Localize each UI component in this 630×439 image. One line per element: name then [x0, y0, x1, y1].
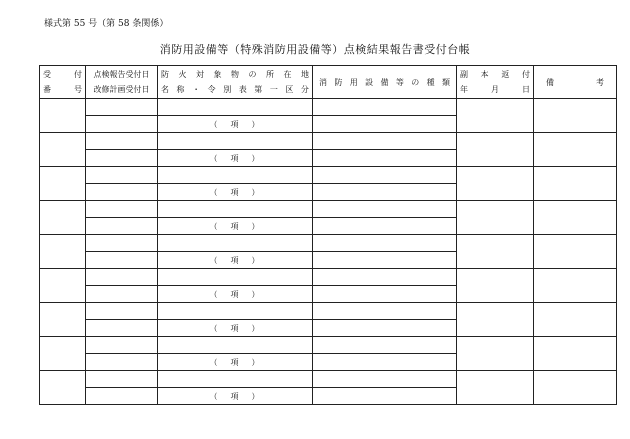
- header-repair-plan-date: 改修計画受付日: [93, 85, 150, 94]
- receipt-number-cell[interactable]: [40, 167, 86, 201]
- equipment-type-cell[interactable]: [313, 167, 457, 184]
- inspection-report-date-cell[interactable]: [86, 303, 158, 320]
- table-row: [40, 337, 617, 354]
- remarks-cell[interactable]: [534, 303, 617, 337]
- item-label: 項: [230, 153, 240, 163]
- equipment-type-cell-lower[interactable]: [313, 388, 457, 405]
- inspection-report-date-cell[interactable]: [86, 371, 158, 388]
- header-property: [158, 66, 313, 99]
- item-close-paren: ）: [251, 255, 261, 265]
- header-copy-return-date: [457, 66, 534, 99]
- property-location-cell[interactable]: [158, 167, 313, 184]
- equipment-type-cell[interactable]: [313, 269, 457, 286]
- repair-plan-date-cell[interactable]: [86, 320, 158, 337]
- remarks-cell[interactable]: [534, 371, 617, 405]
- remarks-cell[interactable]: [534, 235, 617, 269]
- table-row: [40, 201, 617, 218]
- property-location-cell[interactable]: [158, 133, 313, 150]
- equipment-type-cell-lower[interactable]: [313, 252, 457, 269]
- header-year-month-day: 年 月 日: [460, 85, 530, 94]
- item-open-paren: （: [209, 255, 219, 265]
- item-label: 項: [230, 221, 240, 231]
- remarks-cell[interactable]: [534, 337, 617, 371]
- repair-plan-date-cell[interactable]: [86, 184, 158, 201]
- equipment-type-cell-lower[interactable]: [313, 320, 457, 337]
- copy-return-date-cell[interactable]: [457, 201, 534, 235]
- item-open-paren: （: [209, 357, 219, 367]
- equipment-type-cell-lower[interactable]: [313, 116, 457, 133]
- item-label: 項: [230, 357, 240, 367]
- repair-plan-date-cell[interactable]: [86, 388, 158, 405]
- property-location-cell[interactable]: [158, 337, 313, 354]
- equipment-type-cell[interactable]: [313, 235, 457, 252]
- item-close-paren: ）: [251, 187, 261, 197]
- property-location-cell[interactable]: [158, 235, 313, 252]
- property-class-cell[interactable]: [158, 320, 313, 337]
- copy-return-date-cell[interactable]: [457, 371, 534, 405]
- copy-return-date-cell[interactable]: [457, 133, 534, 167]
- repair-plan-date-cell[interactable]: [86, 218, 158, 235]
- item-close-paren: ）: [251, 153, 261, 163]
- header-receipt-number-bottom: 番 号: [43, 85, 82, 94]
- receipt-ledger-table: [39, 65, 617, 405]
- copy-return-date-cell[interactable]: [457, 167, 534, 201]
- repair-plan-date-cell[interactable]: [86, 150, 158, 167]
- equipment-type-cell-lower[interactable]: [313, 354, 457, 371]
- table-row: [40, 235, 617, 252]
- header-row: [40, 66, 617, 99]
- inspection-report-date-cell[interactable]: [86, 99, 158, 116]
- header-remarks: 備 考: [534, 66, 617, 99]
- item-open-paren: （: [209, 289, 219, 299]
- item-close-paren: ）: [251, 119, 261, 129]
- item-close-paren: ）: [251, 323, 261, 333]
- header-equipment-type: 消 防 用 設 備 等 の 種 類: [313, 66, 457, 99]
- equipment-type-cell[interactable]: [313, 201, 457, 218]
- remarks-cell[interactable]: [534, 99, 617, 133]
- header-receipt-number-top: 受 付: [43, 70, 82, 79]
- table-row: [40, 167, 617, 184]
- equipment-type-cell-lower[interactable]: [313, 150, 457, 167]
- copy-return-date-cell[interactable]: [457, 269, 534, 303]
- item-close-paren: ）: [251, 357, 261, 367]
- property-location-cell[interactable]: [158, 303, 313, 320]
- inspection-report-date-cell[interactable]: [86, 337, 158, 354]
- remarks-cell[interactable]: [534, 269, 617, 303]
- repair-plan-date-cell[interactable]: [86, 354, 158, 371]
- table-row: [40, 133, 617, 150]
- property-location-cell[interactable]: [158, 201, 313, 218]
- property-class-cell[interactable]: [158, 388, 313, 405]
- receipt-number-cell[interactable]: [40, 201, 86, 235]
- item-open-paren: （: [209, 187, 219, 197]
- property-location-cell[interactable]: [158, 371, 313, 388]
- item-label: 項: [230, 187, 240, 197]
- header-property-name-class: 名 称 ・ 令 別 表 第 一 区 分: [161, 85, 309, 94]
- property-class-cell[interactable]: [158, 354, 313, 371]
- header-copy-return: 副 本 返 付: [460, 70, 530, 79]
- inspection-report-date-cell[interactable]: [86, 235, 158, 252]
- table-row: [40, 303, 617, 320]
- item-label: 項: [230, 119, 240, 129]
- property-class-cell[interactable]: [158, 218, 313, 235]
- header-inspection-report-date: 点検報告受付日: [93, 70, 150, 79]
- receipt-number-cell[interactable]: [40, 337, 86, 371]
- receipt-number-cell[interactable]: [40, 235, 86, 269]
- property-location-cell[interactable]: [158, 99, 313, 116]
- form-number: 様式第 55 号（第 58 条関係）: [44, 19, 169, 29]
- table-row: [40, 269, 617, 286]
- item-close-paren: ）: [251, 289, 261, 299]
- repair-plan-date-cell[interactable]: [86, 116, 158, 133]
- item-open-paren: （: [209, 323, 219, 333]
- header-receipt-number: [40, 66, 86, 99]
- item-label: 項: [230, 255, 240, 265]
- repair-plan-date-cell[interactable]: [86, 252, 158, 269]
- page-title: 消防用設備等（特殊消防用設備等）点検結果報告書受付台帳: [159, 43, 471, 56]
- inspection-report-date-cell[interactable]: [86, 167, 158, 184]
- equipment-type-cell[interactable]: [313, 337, 457, 354]
- item-close-paren: ）: [251, 391, 261, 401]
- equipment-type-cell[interactable]: [313, 303, 457, 320]
- item-close-paren: ）: [251, 221, 261, 231]
- item-label: 項: [230, 391, 240, 401]
- property-class-cell[interactable]: [158, 252, 313, 269]
- inspection-report-date-cell[interactable]: [86, 201, 158, 218]
- repair-plan-date-cell[interactable]: [86, 286, 158, 303]
- copy-return-date-cell[interactable]: [457, 337, 534, 371]
- item-open-paren: （: [209, 119, 219, 129]
- copy-return-date-cell[interactable]: [457, 99, 534, 133]
- inspection-report-date-cell[interactable]: [86, 133, 158, 150]
- item-open-paren: （: [209, 221, 219, 231]
- table-row: [40, 99, 617, 116]
- property-class-cell[interactable]: [158, 116, 313, 133]
- item-label: 項: [230, 323, 240, 333]
- item-open-paren: （: [209, 153, 219, 163]
- equipment-type-cell[interactable]: [313, 133, 457, 150]
- property-class-cell[interactable]: [158, 184, 313, 201]
- property-class-cell[interactable]: [158, 150, 313, 167]
- header-dates: [86, 66, 158, 99]
- receipt-number-cell[interactable]: [40, 99, 86, 133]
- copy-return-date-cell[interactable]: [457, 235, 534, 269]
- receipt-number-cell[interactable]: [40, 133, 86, 167]
- property-location-cell[interactable]: [158, 269, 313, 286]
- inspection-report-date-cell[interactable]: [86, 269, 158, 286]
- header-property-location: 防 火 対 象 物 の 所 在 地: [161, 70, 309, 79]
- equipment-type-cell-lower[interactable]: [313, 184, 457, 201]
- remarks-cell[interactable]: [534, 201, 617, 235]
- equipment-type-cell-lower[interactable]: [313, 286, 457, 303]
- receipt-number-cell[interactable]: [40, 269, 86, 303]
- table-row: [40, 371, 617, 388]
- receipt-number-cell[interactable]: [40, 303, 86, 337]
- equipment-type-cell[interactable]: [313, 371, 457, 388]
- equipment-type-cell[interactable]: [313, 99, 457, 116]
- item-label: 項: [230, 289, 240, 299]
- copy-return-date-cell[interactable]: [457, 303, 534, 337]
- property-class-cell[interactable]: [158, 286, 313, 303]
- remarks-cell[interactable]: [534, 167, 617, 201]
- remarks-cell[interactable]: [534, 133, 617, 167]
- ledger-body: [40, 99, 617, 405]
- receipt-number-cell[interactable]: [40, 371, 86, 405]
- item-open-paren: （: [209, 391, 219, 401]
- equipment-type-cell-lower[interactable]: [313, 218, 457, 235]
